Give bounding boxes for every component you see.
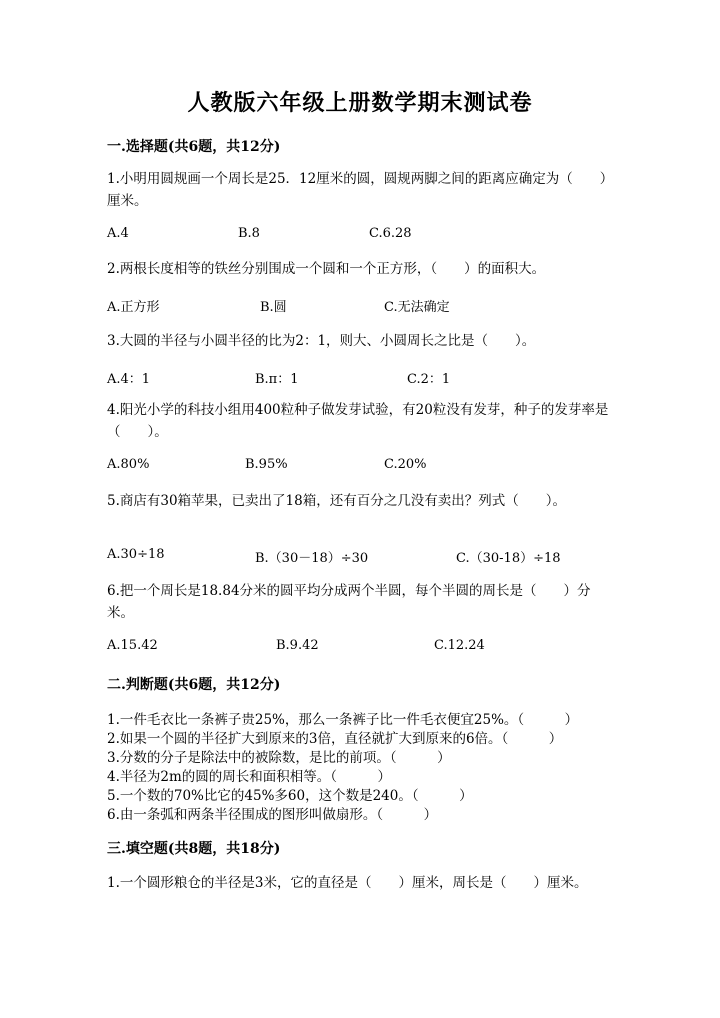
judge-item-3: 3.分数的分子是除法中的被除数，是比的前项。（ ） (107, 750, 451, 766)
choice-option-a: A.4 (107, 226, 129, 241)
section-heading-judge: 二.判断题(共6题，共12分) (107, 677, 281, 693)
fill-question-1: 1.一个圆形粮仓的半径是3米，它的直径是（ ）厘米，周长是（ ）厘米。 (107, 875, 588, 891)
choice-question-4: 4.阳光小学的科技小组用400粒种子做发芽试验，有20粒没有发芽，种子的发芽率是（ ）。 (107, 402, 609, 440)
choice-option-c: C.（30-18）÷18 (456, 551, 561, 566)
section-heading-fill: 三.填空题(共8题，共18分) (107, 841, 281, 857)
choice-question-6: 6.把一个周长是18.84分米的圆平均分成两个半圆，每个半圆的周长是（ ）分米。 (107, 583, 591, 621)
choice-option-b: B.9.42 (276, 638, 319, 653)
choice-option-c: C.20% (384, 457, 427, 472)
choice-option-c: C.无法确定 (384, 300, 450, 315)
choice-option-a: A.80% (107, 457, 150, 472)
choice-option-c: C.2：1 (407, 372, 451, 387)
choice-option-a: A.正方形 (107, 300, 160, 315)
choice-option-b: B.圆 (260, 300, 287, 315)
choice-option-b: B.（30－18）÷30 (255, 551, 369, 566)
choice-question-2: 2.两根长度相等的铁丝分别围成一个圆和一个正方形，（ ）的面积大。 (107, 261, 546, 277)
choice-option-a: A.4：1 (107, 372, 151, 387)
choice-question-5: 5.商店有30箱苹果，已卖出了18箱，还有百分之几没有卖出？列式（ ）。 (107, 493, 566, 509)
judge-item-2: 2.如果一个圆的半径扩大到原来的3倍，直径就扩大到原来的6倍。（ ） (107, 731, 563, 747)
choice-question-3: 3.大圆的半径与小圆半径的比为2：1，则大、小圆周长之比是（ ）。 (107, 333, 536, 349)
choice-option-b: B.π：1 (255, 372, 299, 387)
page-title: 人教版六年级上册数学期末测试卷 (187, 90, 533, 116)
choice-option-a: A.30÷18 (107, 547, 165, 562)
choice-option-c: C.12.24 (434, 638, 485, 653)
judge-item-5: 5.一个数的70%比它的45%多60，这个数是240。（ ） (107, 788, 473, 804)
choice-option-c: C.6.28 (369, 226, 412, 241)
choice-question-1: 1.小明用圆规画一个周长是25．12厘米的圆，圆规两脚之间的距离应确定为（ ）厘米。 (107, 171, 614, 209)
judge-item-4: 4.半径为2m的圆的周长和面积相等。（ ） (107, 769, 392, 785)
judge-item-1: 1.一件毛衣比一条裤子贵25%，那么一条裤子比一件毛衣便宜25%。（ ） (107, 712, 579, 728)
section-heading-choice: 一.选择题(共6题，共12分) (107, 139, 281, 155)
choice-option-b: B.8 (238, 226, 260, 241)
judge-item-6: 6.由一条弧和两条半径围成的图形叫做扇形。（ ） (107, 807, 438, 823)
choice-option-a: A.15.42 (107, 638, 158, 653)
choice-option-b: B.95% (245, 457, 288, 472)
